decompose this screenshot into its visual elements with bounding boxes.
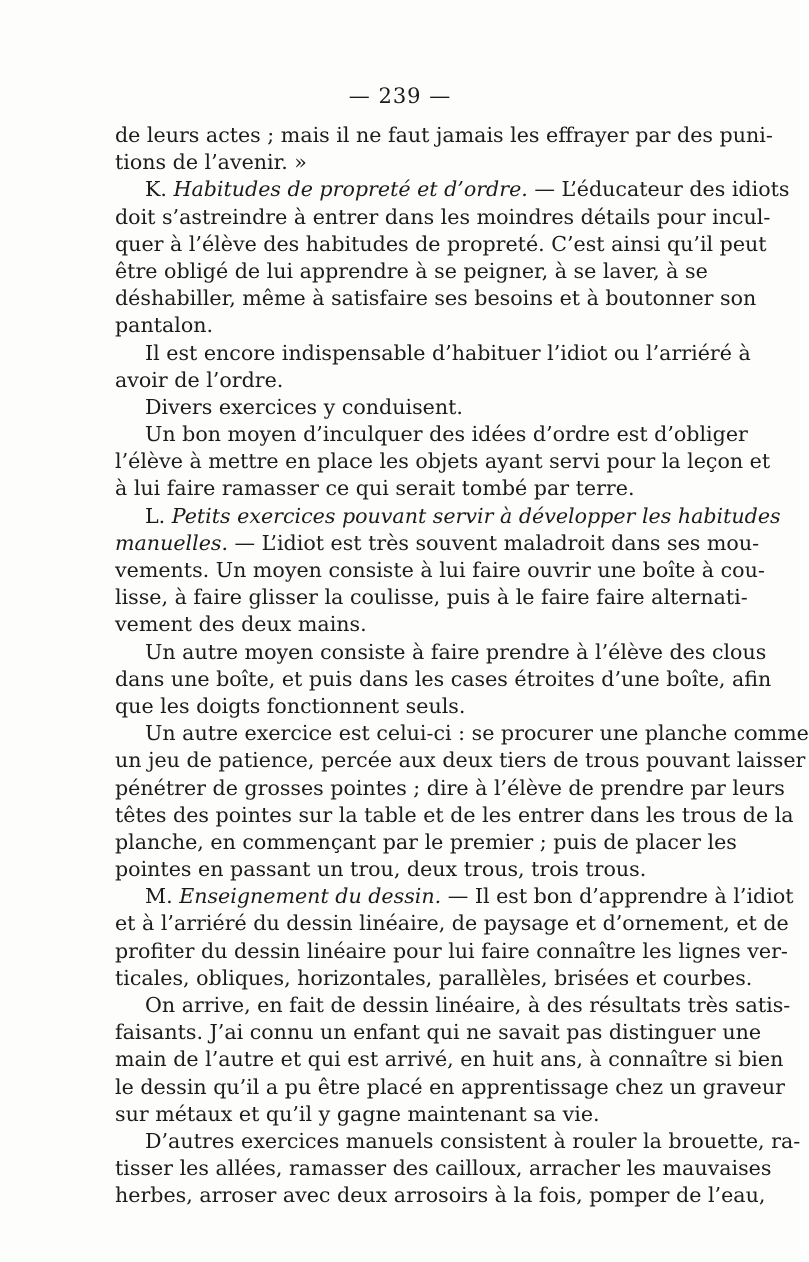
text-line [115, 856, 685, 883]
line-text: Un autre moyen consiste à faire prendre à l’élève des clous [145, 639, 767, 664]
line-text: Il est encore indispensable d’habituer l’idiot ou l’arriéré à [145, 340, 751, 365]
line-text: tisser les allées, ramasser des cailloux, arracher les mauvaises [115, 1156, 772, 1181]
italic-heading-text: Petits exercices pouvant servir à développer les habitudes [171, 503, 781, 528]
line-text: Un autre exercice est celui-ci : se procurer une planche comme [145, 721, 809, 746]
text-line [115, 530, 760, 557]
text-line [115, 584, 748, 611]
line-text: quer à l’élève des habitudes de propreté. C’est ainsi qu’il peut [115, 231, 767, 256]
line-text: déshabiller, même à satisfaire ses besoins et à boutonner son [115, 286, 757, 311]
line-text: On arrive, en fait de dessin linéaire, à des résultats très satis- [145, 993, 791, 1017]
line-text: main de l’autre et qui est arrivé, en huit ans, à connaître si bien [115, 1047, 784, 1072]
text-line [115, 285, 757, 312]
line-text: avoir de l’ordre. [115, 367, 284, 392]
text-line [115, 802, 794, 829]
page-number: — 239 — [348, 84, 452, 108]
italic-heading-text: Enseignement du dessin. [179, 884, 442, 909]
line-text: — Il est bon d’apprendre à l’idiot [441, 884, 794, 909]
line-text: têtes des pointes sur la table et de les entrer dans les trous de la [115, 802, 794, 827]
text-line [115, 475, 685, 502]
text-line [115, 666, 772, 693]
line-text: vement des deux mains. [115, 612, 367, 637]
text-line [115, 938, 788, 965]
text-line [115, 149, 685, 176]
line-text: — L’idiot est très souvent maladroit dans ses mou- [228, 530, 760, 555]
line-text: faisants. J’ai connu un enfant qui ne savait pas distinguer une [115, 1020, 762, 1045]
text-line [115, 829, 737, 856]
text-line [115, 910, 789, 937]
text-line [115, 204, 771, 231]
line-text: ticales, obliques, horizontales, parallèles, brisées et courbes. [115, 965, 753, 990]
line-text: pantalon. [115, 313, 214, 338]
text-line [115, 122, 773, 149]
text-line [115, 992, 791, 1019]
text-line [115, 258, 708, 285]
italic-heading-text: Habitudes de propreté et d’ordre. [173, 177, 528, 202]
line-text: un jeu de patience, percée aux deux tiers de trous pouvant laisser [115, 748, 806, 773]
line-text: lisse, à faire glisser la coulisse, puis à le faire faire alternati- [115, 585, 748, 610]
line-text: L. [145, 503, 172, 528]
text-line [115, 1074, 785, 1101]
text-line [115, 1155, 772, 1182]
line-text: herbes, arroser avec deux arrosoirs à la fois, pomper de l’eau, [115, 1183, 766, 1208]
line-text: K. [145, 177, 174, 202]
line-text: tions de l’avenir. » [115, 150, 307, 175]
text-line [115, 394, 685, 421]
line-text: D’autres exercices manuels consistent à rouler la brouette, ra- [145, 1128, 801, 1153]
text-line [115, 176, 790, 203]
line-text: vements. Un moyen consiste à lui faire ouvrir une boîte à cou- [115, 558, 765, 582]
italic-heading-text: manuelles. [115, 530, 228, 555]
line-text: l’élève à mettre en place les objets ayant servi pour la leçon et [115, 449, 771, 474]
text-line [115, 1019, 762, 1046]
line-text: dans une boîte, et puis dans les cases étroites d’une boîte, afin [115, 666, 772, 691]
text-line [115, 883, 794, 910]
text-line [115, 367, 685, 394]
line-text: pénétrer de grosses pointes ; dire à l’élève de prendre par leurs [115, 775, 785, 800]
line-text: Un bon moyen d’inculquer des idées d’ordre est d’obliger [145, 422, 748, 447]
line-text: sur métaux et qu’il y gagne maintenant sa vie. [115, 1101, 600, 1126]
line-text: — L’éducateur des idiots [527, 177, 790, 202]
text-line [115, 747, 806, 774]
line-text: et à l’arriéré du dessin linéaire, de paysage et d’ornement, et de [115, 911, 789, 936]
text-line [115, 1128, 801, 1155]
line-text: de leurs actes ; mais il ne faut jamais les effrayer par des puni- [115, 123, 773, 147]
line-text: doit s’astreindre à entrer dans les moindres détails pour incul- [115, 204, 771, 229]
line-text: que les doigts fonctionnent seuls. [115, 693, 466, 718]
text-line [115, 1182, 766, 1209]
line-text: Divers exercices y conduisent. [145, 394, 463, 419]
text-line [115, 965, 753, 992]
text-line [115, 448, 771, 475]
body-text [115, 122, 809, 1210]
line-text: être obligé de lui apprendre à se peigner, à se laver, à se [115, 258, 708, 283]
text-line [115, 720, 809, 747]
text-line [115, 693, 685, 720]
text-line [115, 611, 685, 638]
text-line [115, 557, 765, 584]
line-text: planche, en commençant par le premier ; puis de placer les [115, 829, 737, 854]
text-line [115, 312, 685, 339]
text-line [115, 421, 748, 448]
line-text: M. [145, 884, 180, 909]
text-line [115, 1046, 784, 1073]
line-text: pointes en passant un trou, deux trous, trois trous. [115, 857, 647, 882]
text-line [115, 340, 751, 367]
line-text: le dessin qu’il a pu être placé en apprentissage chez un graveur [115, 1074, 785, 1099]
line-text: profiter du dessin linéaire pour lui faire connaître les lignes ver- [115, 938, 788, 963]
text-line [115, 775, 785, 802]
text-line [115, 503, 781, 530]
text-line [115, 231, 767, 258]
text-line [115, 1101, 685, 1128]
line-text: à lui faire ramasser ce qui serait tombé par terre. [115, 476, 635, 501]
text-line [115, 639, 767, 666]
